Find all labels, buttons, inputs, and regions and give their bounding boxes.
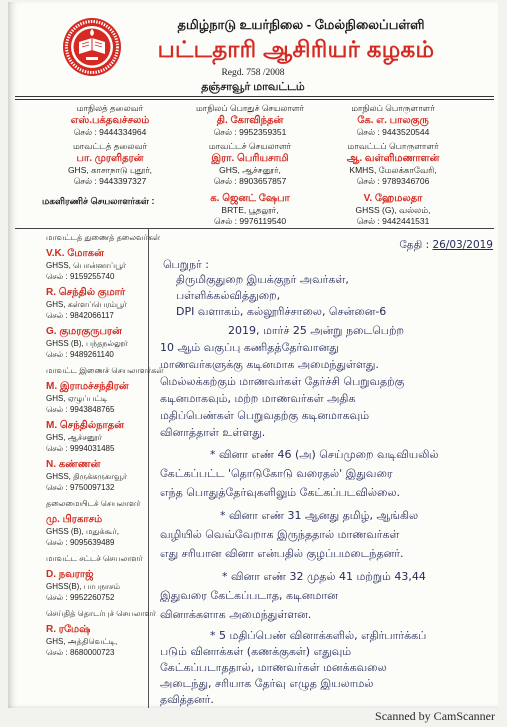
- official-phone: செல் : 9444334964: [73, 127, 147, 137]
- letter-paragraph: [160, 567, 494, 624]
- state-official: [40, 103, 180, 138]
- official-phone: செல் : 9789346706: [356, 176, 430, 186]
- member-entry: [46, 623, 147, 658]
- district-official: [40, 141, 180, 187]
- letter-line: படும் வினாக்கள் (கணக்குகள்) எதுவும்: [160, 645, 352, 658]
- member-entry: [46, 247, 147, 282]
- member-school: GHSS(B), பாபநாசம்: [46, 582, 121, 591]
- member-phone: செல் : 9750097132: [46, 483, 115, 492]
- deputy-presidents-group: [46, 232, 161, 360]
- official-phone: செல் : 9443397327: [73, 176, 147, 186]
- member-phone: செல் : 9159255740: [46, 272, 115, 281]
- member-phone: செல் : 9952260752: [46, 593, 115, 602]
- letter-line: * வினா எண் 46 (அ) செய்முறை வடிவியலில்: [210, 448, 439, 461]
- group-heading: செய்தித் தொடர்புச் செயலாளர்: [46, 609, 157, 618]
- official-role: மாவட்டப் பொருளாளர்: [347, 141, 439, 151]
- letter-line: அடைந்து, சரியாக தேர்வு எழுத இயலாமல்: [160, 677, 374, 690]
- official-phone: செல் : 8903657857: [213, 176, 287, 186]
- org-name-line-1: தமிழ்நாடு உயர்நிலை - மேல்நிலைப்பள்ளி: [177, 17, 425, 32]
- group-heading: மாவட்டத் துணைத் தலைவர்கள்: [46, 233, 161, 242]
- member-entry: [46, 380, 147, 415]
- joint-secretaries-group: [46, 365, 164, 493]
- member-entry: [46, 286, 147, 321]
- member-entry: [46, 325, 147, 360]
- official-name: ஆ. வள்ளிமணாளன்: [346, 153, 440, 164]
- state-official: [323, 103, 463, 138]
- member-name: R. ரமேஷ்: [46, 624, 91, 635]
- date-value: 26/03/2019: [432, 239, 493, 251]
- member-school: GHSS (B), பந்தநல்லூர்: [46, 339, 129, 348]
- letter-line: மாணவர்களுக்கு கடினமாக அமைந்துள்ளது.: [160, 358, 379, 371]
- group-heading: மாவட்ட சட்டச் செயலாளர்: [46, 554, 143, 563]
- official-name: V. ஹேமலதா: [363, 193, 423, 204]
- letter-line: இதுவரை கேட்கப்படாத, கடினமான: [160, 589, 338, 602]
- office-bearers-sidebar: [46, 232, 164, 706]
- letter-line: மெல்லக்கற்கும் மாணவர்கள் தேர்ச்சி பெறுவதற்கு: [160, 375, 405, 388]
- letter-paragraph: [160, 445, 494, 502]
- official-name: பா. முரளிதரன்: [76, 153, 144, 164]
- header-divider: [15, 96, 494, 100]
- member-school: GHSS, திருக்கருகாவூர்: [46, 472, 128, 481]
- official-name: எஸ்.பக்தவச்சலம்: [70, 115, 150, 126]
- org-name-line-2: பட்டதாரி ஆசிரியர் கழகம்: [157, 36, 435, 62]
- handwritten-letter: [155, 232, 494, 708]
- womens-wing-label: மகளிரணிச் செயலாளர்கள் :: [42, 196, 155, 206]
- letter-paragraph: [160, 506, 494, 563]
- member-name: D. நவராஜ்: [46, 569, 94, 580]
- member-school: GHSS, பொன்னாப்பூர்: [46, 261, 127, 270]
- headquarters-secretary-group: [46, 498, 147, 548]
- press-secretary-group: [46, 608, 157, 658]
- association-seal-icon: [62, 17, 122, 77]
- official-role: மாநிலப் பொருளாளர்: [351, 103, 435, 113]
- letter-line: வினாக்களாக அமைந்துள்ளன.: [160, 608, 312, 621]
- letter-paragraph: [160, 628, 494, 708]
- official-phone: செல் : 9952359351: [213, 127, 287, 137]
- member-school: GHS, கள்ளப்பெரம்பூர்: [46, 300, 127, 309]
- letter-line: மதிப்பெண்கள் பெறுவதற்கு கடினமாகவும்: [160, 409, 370, 422]
- letter-page: [8, 2, 498, 708]
- member-name: மு. பிரகாசம்: [46, 514, 103, 525]
- letter-line: கேட்கப்பட்ட 'தொடுகோடு வரைதல்' இதுவரை: [160, 467, 393, 480]
- member-phone: செல் : 9943848765: [46, 405, 115, 414]
- official-school: GHS, காசாநாடு புதூர்,: [67, 165, 153, 175]
- official-school: GHS, ஆச்சனூர்,: [219, 165, 281, 175]
- letter-line: 10 ஆம் வகுப்பு கணிதத்தேர்வானது: [160, 341, 339, 354]
- member-phone: செல் : 9489261140: [46, 350, 114, 359]
- member-school: GHSS (B), மதுக்கூர்,: [46, 527, 119, 536]
- letter-line: * 5 மதிப்பெண் வினாக்களில், எதிர்பார்க்கப்: [210, 629, 427, 642]
- official-role: மாநிலப் பொதுச் செயலாளர்: [195, 103, 305, 113]
- member-phone: செல் : 9994031485: [46, 444, 115, 453]
- member-entry: [46, 419, 147, 454]
- member-name: M. செந்தில்நாதன்: [46, 420, 124, 431]
- state-official: [180, 103, 320, 138]
- letter-date: [399, 238, 493, 252]
- official-school: BRTE, பூதலூர்,: [221, 205, 279, 215]
- official-phone: செல் : 9443520544: [356, 127, 430, 137]
- official-phone: செல் : 9442441531: [356, 216, 430, 226]
- letter-line: கேட்கப்படாததால், மாணவர்கள் மனக்கவலை: [160, 661, 387, 674]
- district-name: தஞ்சாவூர் மாவட்டம்: [201, 81, 305, 93]
- letter-line: * வினா எண் 31 ஆனது தமிழ், ஆங்கில: [220, 509, 419, 522]
- official-name: இரா. பெரியசாமி: [211, 153, 289, 164]
- member-name: M. இராமச்சந்திரன்: [46, 381, 129, 392]
- member-phone: செல் : 8680000723: [46, 648, 115, 657]
- letter-line: வழியில் வெவ்வேறாக இருந்ததால் மாணவர்கள்: [160, 528, 400, 541]
- letter-line: தவித்தனர்.: [160, 693, 214, 706]
- member-phone: செல் : 9842066117: [46, 311, 114, 320]
- recipient-label: பெறுநர் :: [163, 258, 209, 271]
- address-line: திருமிகுதுறை இயக்குநர் அவர்கள்,: [176, 273, 349, 286]
- member-entry: [46, 458, 147, 493]
- district-official: [180, 141, 320, 187]
- official-role: மாவட்டச் செயலாளர்: [208, 141, 292, 151]
- member-entry: [46, 568, 147, 603]
- member-name: N. கண்ணன்: [46, 459, 101, 470]
- member-entry: [46, 513, 147, 548]
- member-name: V.K. மோகன்: [46, 248, 104, 259]
- scanner-watermark: Scanned by CamScanner: [375, 709, 495, 723]
- official-role: மாநிலத் தலைவர்: [76, 103, 144, 113]
- member-phone: செல் : 9095639489: [46, 538, 115, 547]
- letter-line: எந்த பொதுத்தேர்வுகளிலும் கேட்கப்படவில்லை.: [160, 486, 401, 499]
- official-role: மாவட்டத் தலைவர்: [72, 141, 148, 151]
- official-name: தி. கோவிந்தன்: [216, 115, 284, 126]
- address-line: பள்ளிக்கல்வித்துறை,: [176, 289, 281, 302]
- official-name: க. ஜெனட் ஷேபா: [210, 193, 290, 204]
- group-heading: தலைமையிடச் செயலாளர்: [46, 499, 141, 508]
- official-school: KMHS, மேலக்காவேரி,: [349, 165, 437, 175]
- official-phone: செல் : 9976119540: [213, 216, 287, 226]
- letter-line: வினாத்தாள் உள்ளது.: [160, 426, 266, 439]
- member-school: GHS, ஏழுப்பட்டி: [46, 394, 108, 403]
- member-name: R. செந்தில் குமார்: [46, 287, 126, 298]
- legal-secretary-group: [46, 553, 147, 603]
- letter-line: * வினா எண் 32 முதல் 41 மற்றும் 43,44: [222, 570, 426, 583]
- official-name: கே. எ. பாலகுரு: [357, 115, 429, 126]
- womens-wing-member: [180, 192, 320, 227]
- district-official: [323, 141, 463, 187]
- address-line: DPI வளாகம், கல்லூரிச்சாலை, சென்னை-6: [176, 305, 387, 318]
- registration-number: Regd. 758 /2008: [221, 68, 285, 78]
- letterhead-bottom-divider: [15, 228, 494, 229]
- letter-line: 2019, மார்ச் 25 அன்று நடைபெற்ற: [228, 324, 404, 337]
- womens-wing-member: [323, 192, 463, 227]
- recipient-address: [176, 272, 386, 320]
- member-name: G. குமரகுருபரன்: [46, 326, 122, 337]
- official-school: GHSS (G), வல்லம்,: [355, 205, 431, 215]
- member-school: GHS, ஆச்சனூர்: [46, 433, 102, 442]
- letter-line: கடினமாகவும், மற்ற மாணவர்கள் அதிக: [160, 392, 356, 405]
- group-heading: மாவட்ட இணைச் செயலாளர்கள்: [46, 366, 164, 375]
- date-label: தேதி :: [399, 239, 433, 251]
- letter-line: எது சரியான வினா என்பதில் குழப்பமடைந்தனர்.: [160, 547, 404, 560]
- member-school: GHS, அத்திவெட்டி,: [46, 637, 118, 646]
- sidebar-divider: [148, 228, 149, 708]
- letter-paragraph: [160, 322, 494, 441]
